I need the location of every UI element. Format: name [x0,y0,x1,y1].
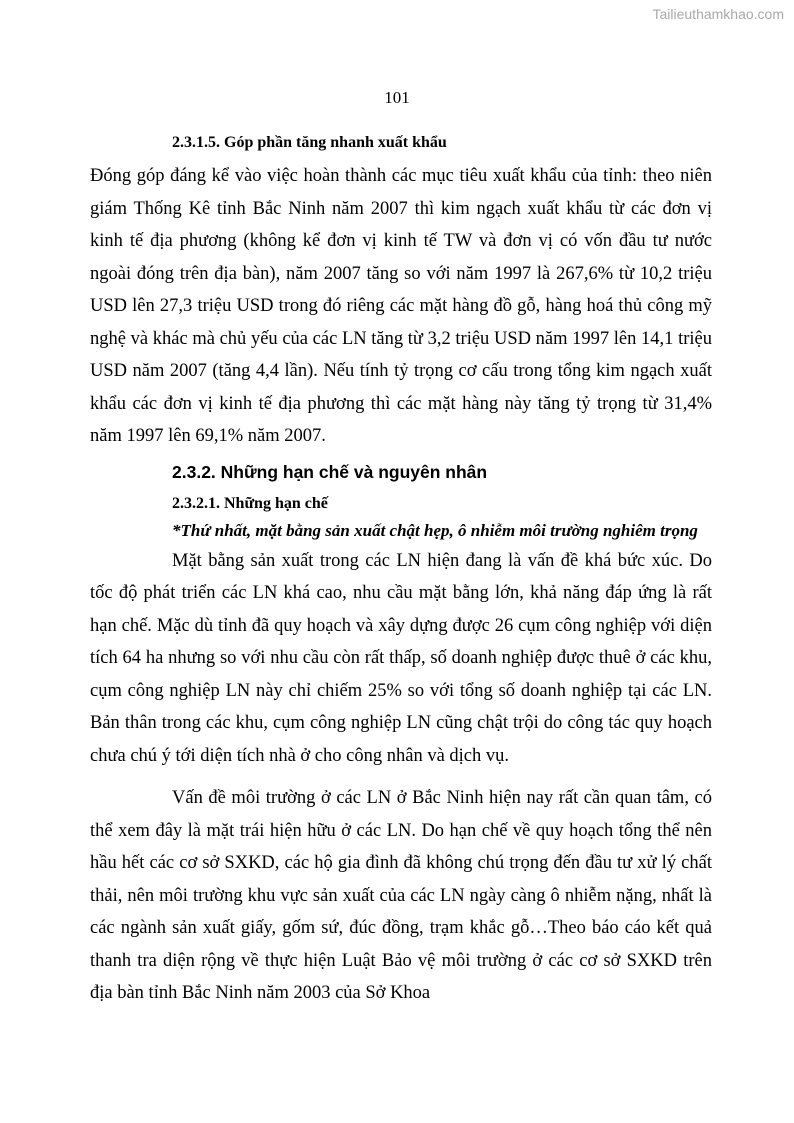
paragraph-environment-text: Vấn đề môi trường ở các LN ở Bắc Ninh hiện nay rất cần quan tâm, có thể xem đây là mặt trái hiện hữu ở các LN. Do hạn chế về quy hoạch tổng thể nên hầu hết các cơ sở SXKD, các hộ gia đình đã không chú trọng đến đầu tư xử lý chất thải, nên môi trường khu vực sản xuất của các LN ngày càng ô nhiễm nặng, nhất là các ngành sản xuất giấy, gốm sứ, đúc đồng, trạm khắc gỗ…Theo báo cáo kết quả thanh tra diện rộng về thực hiện Luật Bảo vệ môi trường ở các cơ sở SXKD trên địa bàn tỉnh Bắc Ninh năm 2003 của Sở Khoa [90,788,712,1003]
watermark: Tailieuthamkhao.com [652,6,784,22]
paragraph-environment [90,782,712,1010]
paragraph-production-space-text: Mặt bằng sản xuất trong các LN hiện đang là vấn đề khá bức xúc. Do tốc độ phát triển các LN khá cao, nhu cầu mặt bằng lớn, khả năng đáp ứng là rất hạn chế. Mặc dù tỉnh đã quy hoạch và xây dựng được 26 cụm công nghiệp với diện tích 64 ha nhưng so với nhu cầu còn rất thấp, số doanh nghiệp được thuê ở các khu, cụm công nghiệp LN này chỉ chiếm 25% so với tổng số doanh nghiệp tại các LN. Bản thân trong các khu, cụm công nghiệp LN cũng chật trội do công tác quy hoạch chưa chú ý tới diện tích nhà ở cho công nhân và dịch vụ. [90,550,712,766]
section-heading-2315: 2.3.1.5. Góp phần tăng nhanh xuất khẩu [172,134,447,151]
section-heading-232: 2.3.2. Những hạn chế và nguyên nhân [172,461,488,482]
paragraph-export [90,160,712,453]
page-number: 101 [384,88,410,107]
paragraph-export-text: Đóng góp đáng kể vào việc hoàn thành các mục tiêu xuất khẩu của tỉnh: theo niên giám Thống Kê tỉnh Bắc Ninh năm 2007 thì kim ngạch xuất khẩu từ các đơn vị kinh tế địa phương (không kể đơn vị kinh tế TW và đơn vị có vốn đầu tư nước ngoài đóng trên địa bàn), năm 2007 tăng so với năm 1997 là 267,6% từ 10,2 triệu USD lên 27,3 triệu USD trong đó riêng các mặt hàng đồ gỗ, hàng hoá thủ công mỹ nghệ và khác mà chủ yếu của các LN tăng từ 3,2 triệu USD năm 1997 lên 14,1 triệu USD năm 2007 (tăng 4,4 lần). Nếu tính tỷ trọng cơ cấu trong tổng kim ngạch xuất khẩu các đơn vị kinh tế địa phương thì các mặt hàng này tăng tỷ trọng từ 31,4% năm 1997 lên 69,1% năm 2007. [90,166,712,446]
subheading-first-limitation: *Thứ nhất, mặt bằng sản xuất chật hẹp, ô nhiễm môi trường nghiêm trọng [172,520,698,540]
paragraph-production-space [90,545,712,773]
section-heading-2321: 2.3.2.1. Những hạn chế [172,494,328,512]
document-body [90,130,712,1010]
